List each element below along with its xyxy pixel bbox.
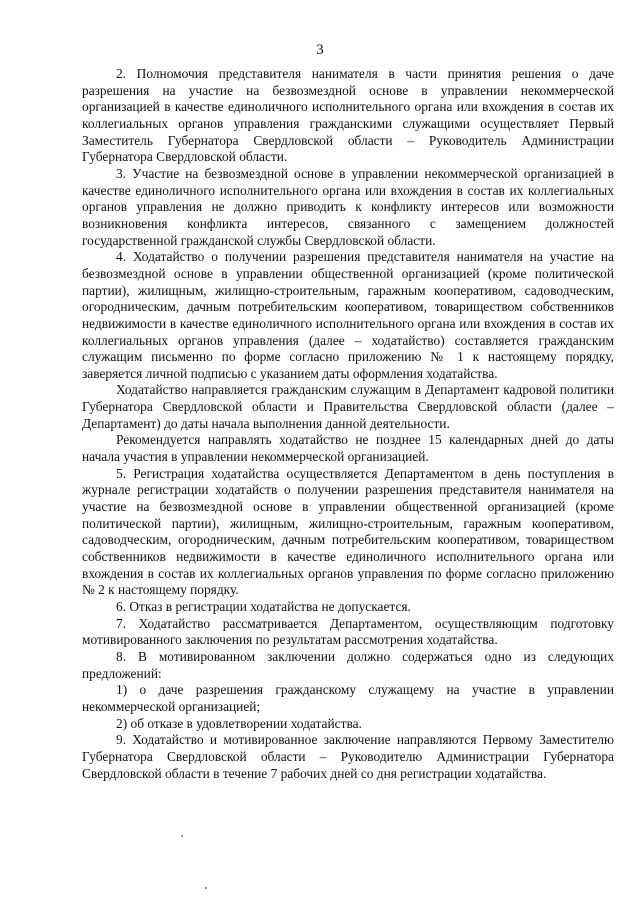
paragraph-8-option-1: 1) о даче разрешения гражданскому служащему на участие в управлении некоммерческой организацией; — [82, 682, 614, 714]
scan-speck — [205, 887, 207, 889]
scan-speck — [181, 835, 183, 837]
paragraph-6: 6. Отказ в регистрации ходатайства не допускается. — [116, 599, 411, 614]
paragraph-5: 5. Регистрация ходатайства осуществляется Департаментом в день поступления в журнале регистрации ходатайств о получении разрешения представителя нанимателя на участие на безвозмездной основе в управлении общественной организацией (кроме политической партии), жилищным, жилищно-строительным, гаражным кооперативом, садоводческим, огородническим, дачным потребительским кооперативом, товариществом собственников недвижимости в качестве единоличного исполнительного органа или вхождения в состав их коллегиальных органов управления по форме согласно приложению № 2 к настоящему порядку. — [82, 465, 614, 598]
paragraph-4-direction: Ходатайство направляется гражданским служащим в Департамент кадровой политики Губернатора Свердловской области и Правительства Свердловской области (далее – Департамент) до даты начала выполнения данной деятельности. — [82, 382, 614, 431]
page-number: 3 — [316, 42, 324, 58]
paragraph-7: 7. Ходатайство рассматривается Департаментом, осуществляющим подготовку мотивированного заключения по результатам рассмотрения ходатайства. — [82, 615, 614, 648]
paragraph-8-option-2: 2) об отказе в удовлетворении ходатайства. — [116, 715, 362, 731]
document-body — [82, 66, 614, 782]
paragraph-2: 2. Полномочия представителя нанимателя в части принятия решения о даче разрешения на участие на безвозмездной основе в управлении некоммерческой организацией в качестве единоличного исполнительного органа или вхождения в состав их коллегиальных органов управления гражданскими служащими осуществляет Первый Заместитель Губернатора Свердловской области – Руководитель Администрации Губернатора Свердловской области. — [82, 66, 614, 165]
paragraph-4-recommendation: Рекомендуется направлять ходатайство не позднее 15 календарных дней до даты начала участия в управлении некоммерческой организацией. — [82, 432, 614, 465]
paragraph-9: 9. Ходатайство и мотивированное заключение направляются Первому Заместителю Губернатора Свердловской области – Руководителю Администрации Губернатора Свердловской области в течение 7 рабочих дней со дня регистрации ходатайства. — [82, 732, 614, 781]
paragraph-8: 8. В мотивированном заключении должно содержаться одно из следующих предложений: — [82, 648, 614, 681]
paragraph-3: 3. Участие на безвозмездной основе в управлении некоммерческой организацией в качестве единоличного исполнительного органа или вхождения в состав их коллегиальных органов управления не должно приводить к конфликту интересов или возможности возникновения конфликта интересов, связанного с замещением должностей государственной гражданской службы Свердловской области. — [82, 165, 614, 248]
paragraph-4: 4. Ходатайство о получении разрешения представителя нанимателя на участие на безвозмездной основе в управлении общественной организацией (кроме политической партии), жилищным, жилищно-строительным, гаражным кооперативом, садоводческим, огородническим, дачным потребительским кооперативом, товариществом собственников недвижимости в качестве единоличного исполнительного органа или вхождения в состав их коллегиальных органов управления (далее – ходатайство) составляется гражданским служащим письменно по форме согласно приложению № 1 к настоящему порядку, заверяется личной подписью с указанием даты оформления ходатайства. — [82, 249, 614, 381]
